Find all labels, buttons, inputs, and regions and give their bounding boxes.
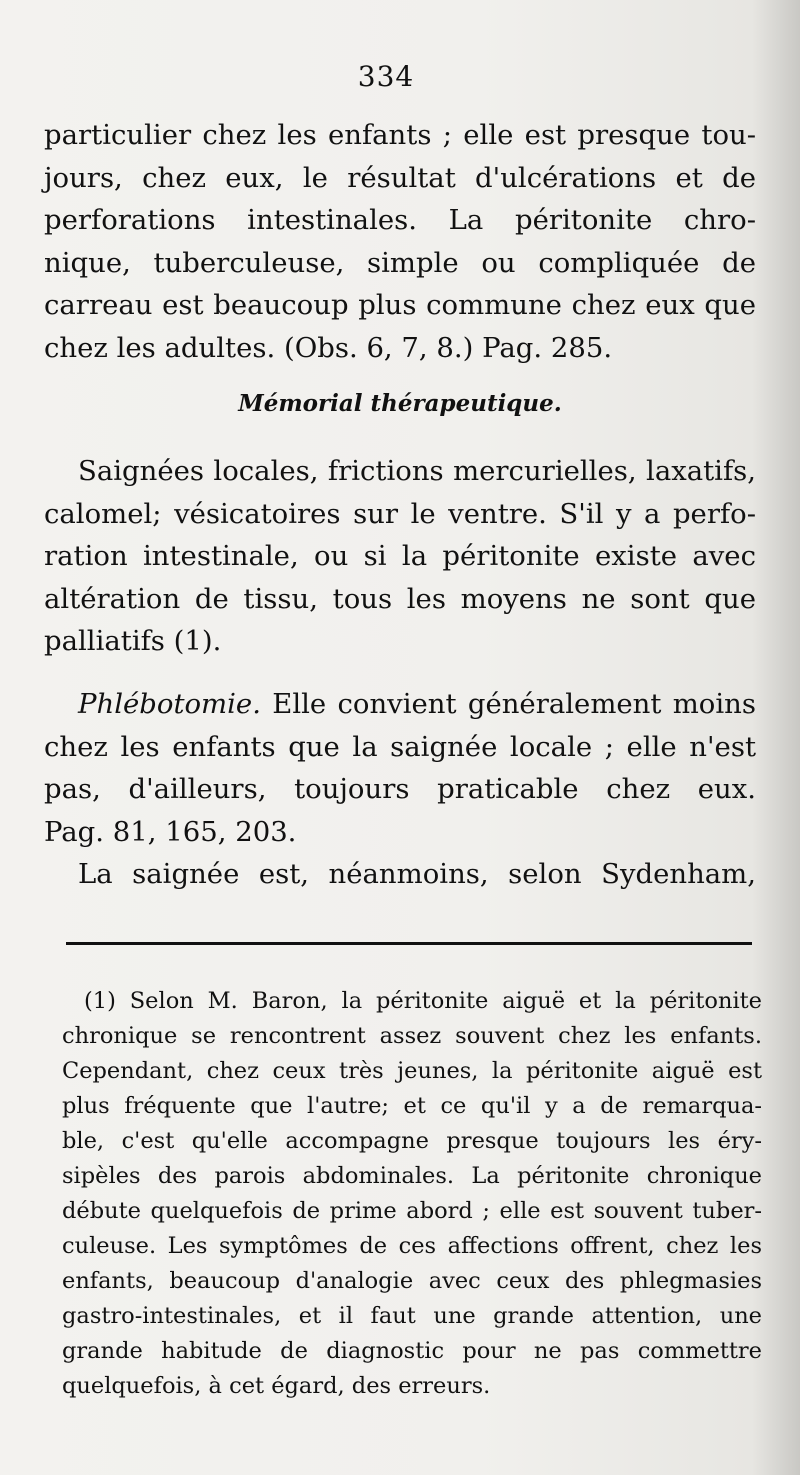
text-line: particulier chez les enfants ; elle est presque tou- [44,119,756,151]
footnote-line: sipèles des parois abdominales. La péritonite chronique [62,1163,762,1189]
text-line: ration intestinale, ou si la péritonite existe avec [44,540,756,572]
text-line: chez les enfants que la saignée locale ; elle n'est [44,730,756,763]
footnote-line: ble, c'est qu'elle accompagne presque toujours les éry- [62,1128,762,1154]
paragraph-treatments [44,450,756,663]
text-line: pas, d'ailleurs, toujours praticable chez eux. [44,773,756,805]
text-line: carreau est beaucoup plus commune chez eux que [44,289,756,321]
footnote-line: gastro-intestinales, et il faut une grande attention, une [62,1303,762,1329]
text-line: La saignée est, néanmoins, selon Sydenham, [78,858,756,890]
footnote-divider [66,942,752,945]
footnote-line: culeuse. Les symptômes de ces affections offrent, chez les [62,1233,762,1259]
section-heading: Mémorial thérapeutique. [238,390,562,417]
text-line: chez les adultes. (Obs. 6, 7, 8.) Pag. 285. [44,331,613,364]
footnote-line: chronique se rencontrent assez souvent chez les enfants. [62,1023,762,1049]
footnote-line: débute quelquefois de prime abord ; elle est souvent tuber- [62,1198,762,1224]
text-line: Pag. 81, 165, 203. [44,815,297,848]
paragraph-phlebotomy [44,683,756,853]
footnote-line: Cependant, chez ceux très jeunes, la péritonite aiguë est [62,1058,762,1084]
footnote-line: enfants, beaucoup d'analogie avec ceux des phlegmasies [62,1268,762,1294]
footnote-line: quelquefois, à cet égard, des erreurs. [62,1373,491,1399]
text-line: nique, tuberculeuse, simple ou compliquée de [44,246,756,279]
text-segment: Elle convient généralement moins [260,688,756,720]
footnote-line: plus fréquente que l'autre; et ce qu'il y a de remarqua- [62,1093,762,1119]
text-line: calomel; vésicatoires sur le ventre. S'il y a perfo- [44,497,756,530]
paragraph-sydenham [44,853,756,896]
footnote [62,984,762,1404]
page-number: 334 [357,60,415,93]
text-line: altération de tissu, tous les moyens ne sont que [44,582,756,615]
text-line [44,683,756,726]
text-line: Saignées locales, frictions mercurielles, laxatifs, [78,455,756,487]
text-line: jours, chez eux, le résultat d'ulcérations et de [44,161,756,194]
phlebotomy-term: Phlébotomie. [78,688,261,720]
text-line: palliatifs (1). [44,625,222,657]
paragraph-peritonitis-in-children [44,114,756,369]
footnote-line: grande habitude de diagnostic pour ne pas commettre [62,1338,762,1364]
text-line: perforations intestinales. La péritonite chro- [44,204,756,236]
footnote-line: (1) Selon M. Baron, la péritonite aiguë et la péritonite [84,988,762,1014]
